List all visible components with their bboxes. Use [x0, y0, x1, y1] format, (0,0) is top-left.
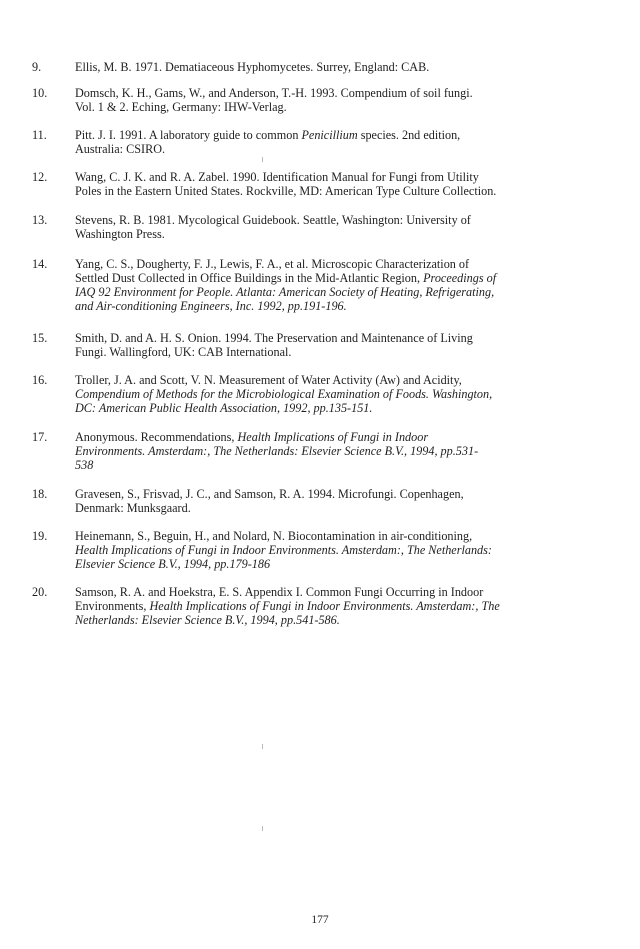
reference-number: 17. — [32, 430, 48, 444]
text-segment: Gravesen, S., Frisvad, J. C., and Samson, R. A. 1994. Microfungi. Copenhagen, — [75, 487, 464, 501]
reference-number: 20. — [32, 585, 48, 599]
reference-text — [75, 585, 590, 627]
reference-line — [75, 458, 590, 472]
reference-number: 11. — [32, 128, 47, 142]
text-segment: Vol. 1 & 2. Eching, Germany: IHW-Verlag. — [75, 100, 287, 114]
text-segment: Troller, J. A. and Scott, V. N. Measurement of Water Activity (Aw) and Acidity, — [75, 373, 462, 387]
reference-line — [75, 387, 590, 401]
reference-line — [75, 299, 590, 313]
reference-line — [75, 100, 590, 114]
italic-text: 538 — [75, 458, 94, 472]
reference-line — [75, 444, 590, 458]
reference-line — [75, 227, 590, 241]
text-segment: Denmark: Munksgaard. — [75, 501, 191, 515]
text-segment: Environments, — [75, 599, 150, 613]
text-segment: species. 2nd edition, — [357, 128, 461, 142]
reference-text — [75, 170, 590, 198]
reference-number: 14. — [32, 257, 48, 271]
reference-line — [75, 401, 590, 415]
reference-text — [75, 529, 590, 571]
reference-number: 15. — [32, 331, 48, 345]
text-segment: Australia: CSIRO. — [75, 142, 166, 156]
italic-text: Elsevier Science B.V., 1994, pp.179-186 — [75, 557, 271, 571]
reference-line — [75, 128, 590, 142]
reference-line — [75, 86, 590, 100]
reference-number: 19. — [32, 529, 48, 543]
text-segment: Fungi. Wallingford, UK: CAB International. — [75, 345, 292, 359]
page-number: 177 — [311, 914, 329, 926]
reference-line — [75, 142, 590, 156]
reference-text — [75, 213, 590, 241]
reference-text — [75, 373, 590, 415]
reference-number: 12. — [32, 170, 48, 184]
italic-text: Compendium of Methods for the Microbiological Examination of Foods. Washington, — [75, 387, 493, 401]
reference-text — [75, 487, 590, 515]
scan-speck — [262, 744, 263, 749]
reference-line — [75, 257, 590, 271]
italic-text: Environments. Amsterdam:, The Netherlands: Elsevier Science B.V., 1994, pp.531- — [75, 444, 479, 458]
italic-text: Netherlands: Elsevier Science B.V., 1994, pp.541-586. — [75, 613, 340, 627]
reference-number: 16. — [32, 373, 48, 387]
scan-speck — [262, 157, 263, 162]
reference-line — [75, 60, 590, 74]
reference-line — [75, 487, 590, 501]
text-segment: Settled Dust Collected in Office Buildings in the Mid-Atlantic Region, — [75, 271, 424, 285]
reference-line — [75, 285, 590, 299]
italic-text: Penicillium — [301, 128, 358, 142]
reference-line — [75, 501, 590, 515]
text-segment: Wang, C. J. K. and R. A. Zabel. 1990. Identification Manual for Fungi from Utility — [75, 170, 479, 184]
italic-text: Health Implications of Fungi in Indoor — [237, 430, 429, 444]
text-segment: Washington Press. — [75, 227, 165, 241]
text-segment: Smith, D. and A. H. S. Onion. 1994. The Preservation and Maintenance of Living — [75, 331, 473, 345]
reference-line — [75, 557, 590, 571]
reference-line — [75, 599, 590, 613]
reference-number: 18. — [32, 487, 48, 501]
reference-line — [75, 373, 590, 387]
text-segment: Ellis, M. B. 1971. Dematiaceous Hyphomycetes. Surrey, England: CAB. — [75, 60, 430, 74]
reference-line — [75, 529, 590, 543]
text-segment: Heinemann, S., Beguin, H., and Nolard, N. Biocontamination in air-conditioning, — [75, 529, 473, 543]
text-segment: Pitt. J. I. 1991. A laboratory guide to common — [75, 128, 302, 142]
reference-text — [75, 60, 590, 74]
italic-text: IAQ 92 Environment for People. Atlanta: American Society of Heating, Refrigerating, — [75, 285, 495, 299]
scan-speck — [262, 826, 263, 831]
reference-line — [75, 184, 590, 198]
reference-line — [75, 430, 590, 444]
text-segment: Anonymous. Recommendations, — [75, 430, 238, 444]
italic-text: Health Implications of Fungi in Indoor Environments. Amsterdam:, The — [149, 599, 500, 613]
reference-line — [75, 543, 590, 557]
italic-text: Health Implications of Fungi in Indoor Environments. Amsterdam:, The Netherlands: — [75, 543, 492, 557]
text-segment: Samson, R. A. and Hoekstra, E. S. Appendix I. Common Fungi Occurring in Indoor — [75, 585, 484, 599]
reference-line — [75, 331, 590, 345]
reference-number: 13. — [32, 213, 48, 227]
italic-text: Proceedings of — [423, 271, 497, 285]
text-segment: Yang, C. S., Dougherty, F. J., Lewis, F. A., et al. Microscopic Characterization of — [75, 257, 470, 271]
reference-line — [75, 345, 590, 359]
text-segment: Stevens, R. B. 1981. Mycological Guidebook. Seattle, Washington: University of — [75, 213, 471, 227]
reference-line — [75, 585, 590, 599]
reference-line — [75, 213, 590, 227]
reference-line — [75, 613, 590, 627]
reference-text — [75, 430, 590, 472]
reference-number: 9. — [32, 60, 42, 74]
reference-line — [75, 170, 590, 184]
reference-text — [75, 331, 590, 359]
reference-number: 10. — [32, 86, 48, 100]
reference-text — [75, 128, 590, 156]
reference-text — [75, 86, 590, 114]
text-segment: Domsch, K. H., Gams, W., and Anderson, T.-H. 1993. Compendium of soil fungi. — [75, 86, 473, 100]
reference-line — [75, 271, 590, 285]
text-segment: Poles in the Eastern United States. Rockville, MD: American Type Culture Collection. — [75, 184, 497, 198]
italic-text: DC: American Public Health Association, 1992, pp.135-151. — [75, 401, 373, 415]
italic-text: and Air-conditioning Engineers, Inc. 1992, pp.191-196. — [75, 299, 347, 313]
reference-text — [75, 257, 590, 313]
